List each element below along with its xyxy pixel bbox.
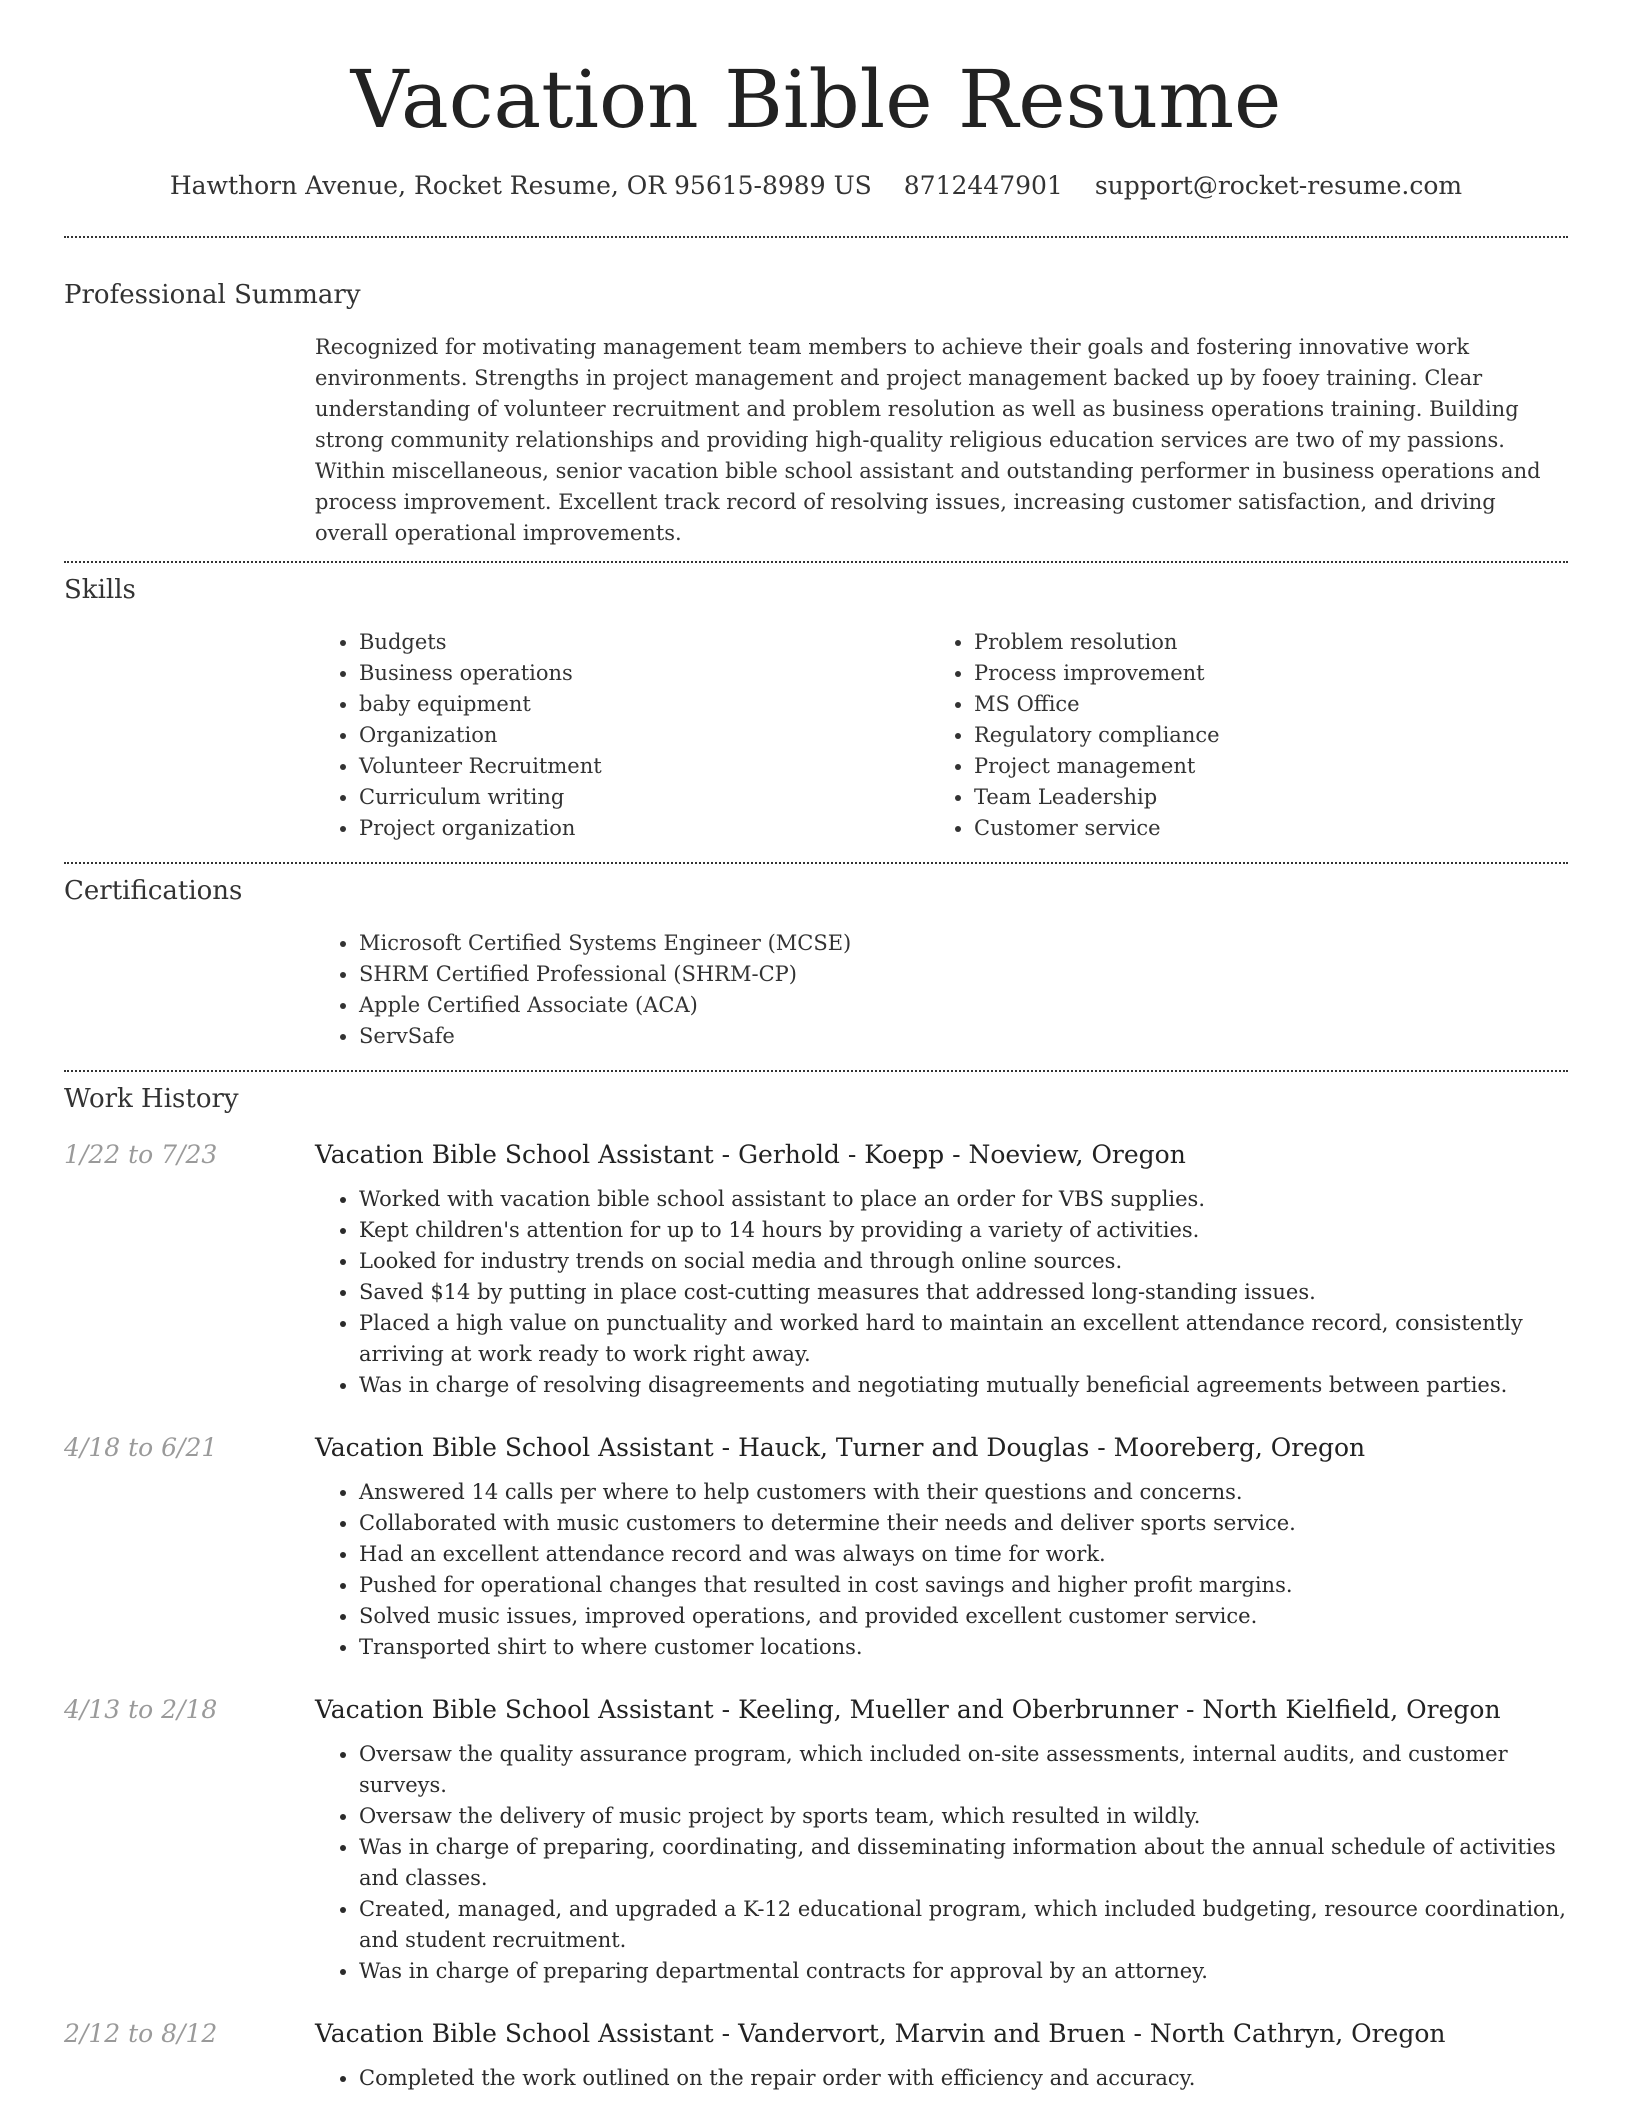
contact-line: [64, 168, 1568, 204]
list-item: • Project management: [974, 751, 1545, 782]
job-bullets: [315, 1184, 1568, 1401]
list-item: • Worked with vacation bible school assistant to place an order for VBS supplies.: [359, 1184, 1568, 1215]
resume-page: [64, 0, 1568, 2094]
certifications-list: [315, 928, 1568, 1052]
job-bullet-list: [315, 1477, 1568, 1663]
list-item: • Apple Certified Associate (ACA): [359, 990, 1568, 1021]
section-title-certifications: Certifications: [64, 876, 243, 906]
skills-list-right: [930, 627, 1545, 844]
list-item: • Oversaw the delivery of music project by sports team, which resulted in wildly.: [359, 1801, 1568, 1832]
job-entry: [64, 1431, 1568, 1663]
contact-address: Hawthorn Avenue, Rocket Resume, OR 95615-8989 US: [169, 171, 872, 200]
skills-column-right: [930, 627, 1545, 844]
list-item: • Business operations: [359, 658, 930, 689]
list-item: • Created, managed, and upgraded a K-12 educational program, which included budgeting, resource coordination, and student recruitment.: [359, 1894, 1568, 1956]
list-item: • Was in charge of resolving disagreements and negotiating mutually beneficial agreements between parties.: [359, 1370, 1568, 1401]
list-item: • Microsoft Certified Systems Engineer (MCSE): [359, 928, 1568, 959]
list-item: • Customer service: [974, 813, 1545, 844]
job-header: [64, 1138, 1568, 1172]
job-dates: 4/13 to 2/18: [64, 1695, 218, 1724]
list-item: • ServSafe: [359, 1021, 1568, 1052]
summary-text: Recognized for motivating management team members to achieve their goals and fostering innovative work environments. Strengths in project management and project management backed up by fooey training. Clear understanding of volunteer recruitment and problem resolution as well as business operations training. Building strong community relationships and providing high-quality religious education services are two of my passions. Within miscellaneous, senior vacation bible school assistant and outstanding performer in business operations and process improvement. Excellent track record of resolving issues, increasing customer satisfaction, and driving overall operational improvements.: [315, 335, 1541, 545]
work-history-section: [64, 1082, 1568, 2094]
job-dates: 1/22 to 7/23: [64, 1140, 218, 1169]
contact-phone: 8712447901: [903, 171, 1063, 200]
job-header: [64, 1431, 1568, 1465]
certifications-body: [315, 928, 1568, 1052]
job-title: Vacation Bible School Assistant - Vandervort, Marvin and Bruen - North Cathryn, Oregon: [315, 2019, 1446, 2048]
list-item: • Collaborated with music customers to determine their needs and deliver sports service.: [359, 1508, 1568, 1539]
job-header: [64, 1693, 1568, 1727]
list-item: • Placed a high value on punctuality and worked hard to maintain an excellent attendance record, consistently arriving at work ready to work right away.: [359, 1308, 1568, 1370]
certifications-section: [64, 874, 1568, 1052]
list-item: • Project organization: [359, 813, 930, 844]
job-bullets: [315, 1739, 1568, 1987]
job-bullet-list: [315, 2063, 1568, 2094]
divider: [64, 1070, 1568, 1072]
job-bullets: [315, 2063, 1568, 2094]
skills-column-left: [315, 627, 930, 844]
list-item: • Transported shirt to where customer locations.: [359, 1632, 1568, 1663]
list-item: • Looked for industry trends on social media and through online sources.: [359, 1246, 1568, 1277]
summary-body: [315, 332, 1568, 549]
list-item: • Was in charge of preparing, coordinating, and disseminating information about the annual schedule of activities and classes.: [359, 1832, 1568, 1894]
divider: [64, 236, 1568, 238]
list-item: • Organization: [359, 720, 930, 751]
list-item: • Regulatory compliance: [974, 720, 1545, 751]
skills-section: [64, 573, 1568, 844]
list-item: • SHRM Certified Professional (SHRM-CP): [359, 959, 1568, 990]
section-title-work-history: Work History: [64, 1084, 239, 1114]
list-item: • Curriculum writing: [359, 782, 930, 813]
contact-email: support@rocket-resume.com: [1094, 171, 1463, 200]
list-item: • Had an excellent attendance record and was always on time for work.: [359, 1539, 1568, 1570]
job-entry: [64, 1138, 1568, 1401]
list-item: • Saved $14 by putting in place cost-cutting measures that addressed long-standing issues.: [359, 1277, 1568, 1308]
job-bullets: [315, 1477, 1568, 1663]
list-item: • Problem resolution: [974, 627, 1545, 658]
job-header: [64, 2017, 1568, 2051]
list-item: • Completed the work outlined on the repair order with efficiency and accuracy.: [359, 2063, 1568, 2094]
section-title-summary: Professional Summary: [64, 280, 361, 310]
job-bullet-list: [315, 1184, 1568, 1401]
list-item: • Oversaw the quality assurance program, which included on-site assessments, internal audits, and customer surveys.: [359, 1739, 1568, 1801]
divider: [64, 862, 1568, 864]
job-dates: 2/12 to 8/12: [64, 2019, 218, 2048]
divider: [64, 561, 1568, 563]
resume-name: Vacation Bible Resume: [350, 53, 1282, 146]
list-item: • Solved music issues, improved operations, and provided excellent customer service.: [359, 1601, 1568, 1632]
list-item: • Kept children's attention for up to 14 hours by providing a variety of activities.: [359, 1215, 1568, 1246]
summary-section: [64, 278, 1568, 549]
list-item: • Pushed for operational changes that resulted in cost savings and higher profit margins.: [359, 1570, 1568, 1601]
job-title: Vacation Bible School Assistant - Gerhold - Koepp - Noeview, Oregon: [315, 1140, 1186, 1169]
job-entry: [64, 1693, 1568, 1987]
job-bullet-list: [315, 1739, 1568, 1987]
list-item: • MS Office: [974, 689, 1545, 720]
job-title: Vacation Bible School Assistant - Hauck, Turner and Douglas - Mooreberg, Oregon: [315, 1433, 1366, 1462]
list-item: • Was in charge of preparing departmental contracts for approval by an attorney.: [359, 1956, 1568, 1987]
list-item: • Team Leadership: [974, 782, 1545, 813]
skills-body: [315, 627, 1568, 844]
job-dates: 4/18 to 6/21: [64, 1433, 218, 1462]
list-item: • Budgets: [359, 627, 930, 658]
job-title: Vacation Bible School Assistant - Keeling, Mueller and Oberbrunner - North Kielfield, Oregon: [315, 1695, 1501, 1724]
list-item: • Process improvement: [974, 658, 1545, 689]
list-item: • Volunteer Recruitment: [359, 751, 930, 782]
skills-list-left: [315, 627, 930, 844]
job-entry: [64, 2017, 1568, 2094]
list-item: • Answered 14 calls per where to help customers with their questions and concerns.: [359, 1477, 1568, 1508]
list-item: • baby equipment: [359, 689, 930, 720]
section-title-skills: Skills: [64, 575, 136, 605]
